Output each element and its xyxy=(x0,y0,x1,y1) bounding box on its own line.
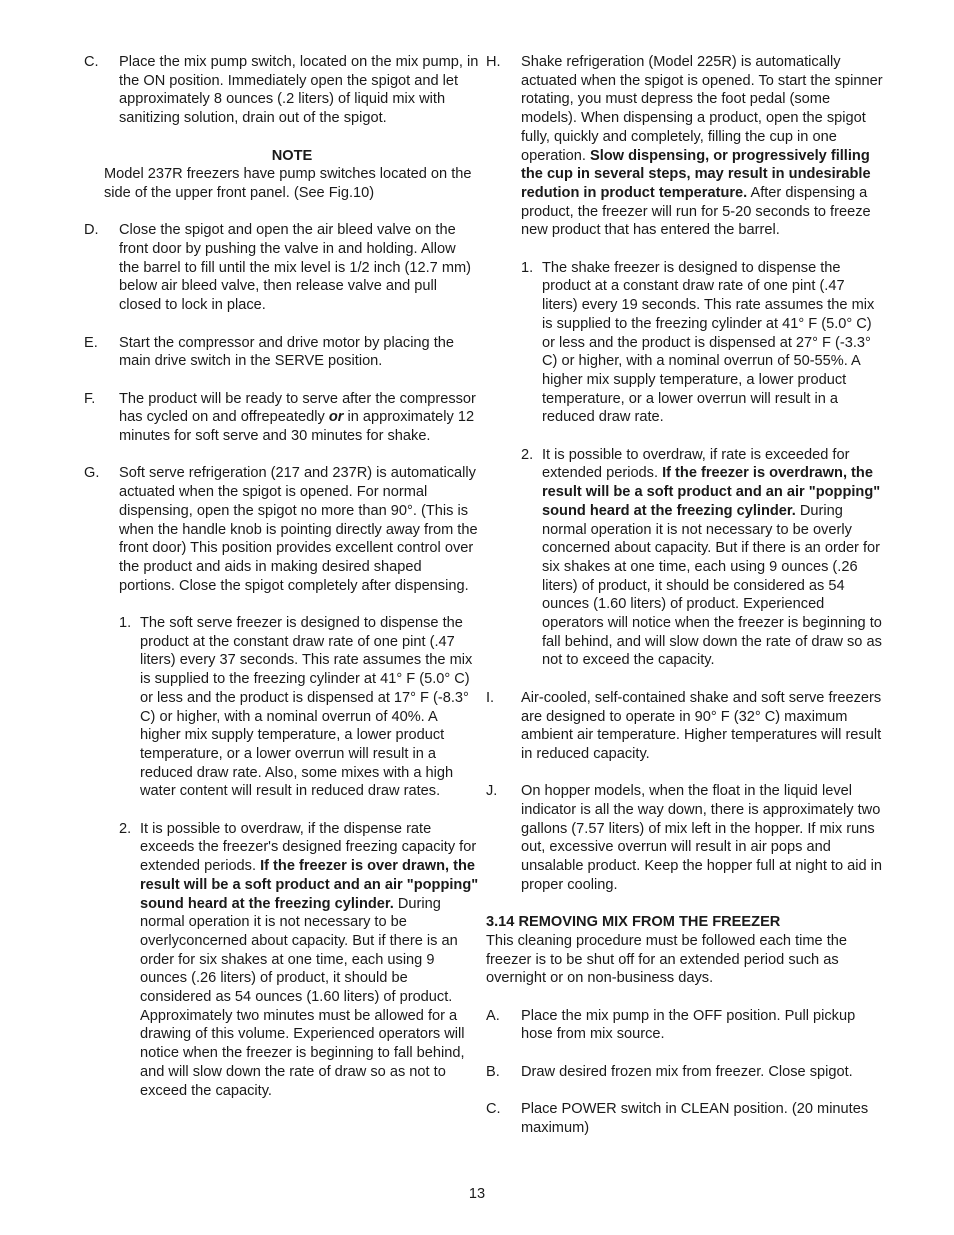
step-h-sub-2-num: 2. xyxy=(521,446,534,463)
step-g-text: Soft serve refrigeration (217 and 237R) is automatically actuated when the spigot is opened. For normal dispensing, open the spigot no more than 90°. (This is when the handle knob is pointing directly away from the front door) This position provides excellent control over the product and aids in making desired shaped portions. Close the spigot completely after dispensing. xyxy=(119,465,478,594)
step-h xyxy=(486,53,884,240)
step-g-sub-1-text: The soft serve freezer is designed to dispense the product at the constant draw rate of one pint (.47 liters) every 37 seconds. This rate assumes the mix is supplied to the freezing cylinder at 41° F (5.0° C) or less and the product is dispensed at 17° F (-8.3° C) or higher, with a nominal overrun of 40%. A higher mix supply temperature, a lower product temperature, or a lower overrun will result in a reduced draw rate. Also, some mixes with a high water content will result in reduced draw rates. xyxy=(140,615,473,800)
step-b xyxy=(486,1063,884,1082)
step-g xyxy=(84,464,480,595)
step-h-sub-1-num: 1. xyxy=(521,259,534,276)
step-g-sub-2 xyxy=(119,820,480,1101)
step-j-letter: J. xyxy=(486,783,498,800)
step-f-letter: F. xyxy=(84,390,96,407)
note-title: NOTE xyxy=(271,147,313,164)
step-g-sub-2-text-a: It is possible to overdraw, if the dispense rate exceeds the freezer's designed freezing capacity for extended periods. xyxy=(140,820,477,875)
step-c-clean-letter: C. xyxy=(486,1101,501,1118)
step-g-letter: G. xyxy=(84,465,100,482)
step-j xyxy=(486,782,884,894)
step-c xyxy=(84,53,480,128)
step-g-sub-1-num: 1. xyxy=(119,615,132,631)
page-number: 13 xyxy=(468,1186,486,1202)
section-heading: 3.14 REMOVING MIX FROM THE FREEZER xyxy=(486,914,781,931)
step-h-text-b: After dispensing a product, the freezer will run for 5-20 seconds to freeze new product that has entered the barrel. xyxy=(521,184,871,239)
step-i-letter: I. xyxy=(486,689,495,706)
step-b-letter: B. xyxy=(486,1063,500,1080)
step-h-text-a: Shake refrigeration (Model 225R) is automatically actuated when the spigot is opened. To start the spinner rotating, you must depress the foot pedal (some models). When dispensing a product, open the spigot fully, quickly and completely, filling the cup in one operation. xyxy=(521,54,883,164)
step-e-letter: E. xyxy=(84,334,98,351)
step-f-emphasis: or xyxy=(328,409,344,426)
step-c-clean-text: Place POWER switch in CLEAN position. (20 minutes maximum) xyxy=(521,1101,869,1136)
section-intro: This cleaning procedure must be followed each time the freezer is to be shut off for an extended period such as overnight or on non-business days. xyxy=(486,932,847,987)
step-h-sub-1-text: The shake freezer is designed to dispense the product at a constant draw rate of one pint (.47 liters) every 19 seconds. This rate assumes the mix is supplied to the freezing cylinder at 41° F (5.0° C) or less and the product is dispensed at 27° F (-3.3° C) or higher, with a nominal overrun of 50-55%. A higher mix supply temperature, a lower product temperature, or a lower overrun will result in a reduced draw rate. xyxy=(542,259,875,426)
left-column xyxy=(84,53,480,1100)
step-d-letter: D. xyxy=(84,222,99,239)
step-h-sub-2-text-b: During normal operation it is not necessary to be overly concerned about capacity. But if there is an order for six shakes at one time, each using 9 ounces (.26 liters) of product, it should be considered as 54 ounces (1.60 liters) of product. Experienced operators will notice when the freezer is beginning to fall behind, and will slow down the rate of draw so as not to exceed the capacity. xyxy=(542,502,882,669)
step-h-sub-2-bold: If the freezer is overdrawn, the result will be a soft product and an air "popping" sound heard at the freezing cylinder. xyxy=(542,465,881,519)
right-column xyxy=(486,53,884,1138)
step-d xyxy=(84,221,480,315)
note-block xyxy=(104,147,480,203)
step-g-sub-2-bold: If the freezer is over drawn, the result will be a soft product and an air "popping" sound heard at the freezing cylinder. xyxy=(140,858,479,912)
step-c-letter: C. xyxy=(84,54,99,70)
step-h-bold: Slow dispensing, or progressively filling the cup in several steps, may result in undesirable redution in product temperature. xyxy=(521,147,871,201)
step-g-sub-2-text xyxy=(140,820,480,1101)
step-h-sub-2-text xyxy=(542,446,884,670)
step-e-text: Start the compressor and drive motor by placing the main drive switch in the SERVE position. xyxy=(119,334,455,370)
step-g-sub-2-text-b: During normal operation it is not necessary to be overlyconcerned about capacity. But if there is an order for six shakes at one time, each using 9 ounces (.26 liters) of product, it should be considered as 54 ounces (1.60 liters) of product. Approximately two minutes must be allowed for a drawing of this volume. Experienced operators will notice when the freezer is beginning to fall behind, and will slow down the rate of draw so as not to exceed the capacity. xyxy=(140,895,465,1099)
step-g-sub-2-num: 2. xyxy=(119,820,132,837)
step-a-text: Place the mix pump in the OFF position. Pull pickup hose from mix source. xyxy=(521,1007,856,1043)
step-f xyxy=(84,390,480,446)
step-c-clean xyxy=(486,1100,884,1137)
step-j-text: On hopper models, when the float in the liquid level indicator is all the way down, there is approximately two gallons (7.57 liters) of mix left in the hopper. If mix runs out, excessive overrun will result in air pops and unsalable product. Keep the hopper full at night to aid in proper cooling. xyxy=(521,783,883,893)
step-h-sub-2-text-a: It is possible to overdraw, if rate is exceeded for extended periods. xyxy=(542,446,850,482)
step-f-text-b: in approximately 12 minutes for soft serve and 30 minutes for shake. xyxy=(119,409,475,444)
step-d-text: Close the spigot and open the air bleed valve on the front door by pushing the valve in and holding. Allow the barrel to fill until the mix level is 1/2 inch (12.7 mm) below air bleed valve, then release valve and pull closed to lock in place. xyxy=(119,222,472,314)
note-text: Model 237R freezers have pump switches located on the side of the upper front panel. (See Fig.10) xyxy=(104,166,472,201)
step-e xyxy=(84,334,480,371)
step-b-text: Draw desired frozen mix from freezer. Close spigot. xyxy=(521,1063,853,1080)
step-h-sub-1 xyxy=(521,259,884,427)
step-f-text xyxy=(119,390,480,446)
step-i xyxy=(486,689,884,764)
section-3-14 xyxy=(486,913,884,988)
step-h-sub-2 xyxy=(521,446,884,670)
step-h-letter: H. xyxy=(486,54,501,70)
step-h-text xyxy=(521,53,884,240)
step-f-text-a: The product will be ready to serve after the compressor has cycled on and offrepeatedly xyxy=(119,390,476,426)
step-a-letter: A. xyxy=(486,1007,500,1024)
step-a xyxy=(486,1007,884,1044)
step-i-text: Air-cooled, self-contained shake and soft serve freezers are designed to operate in 90° F (32° C) maximum ambient air temperature. Higher temperatures will result in reduced capacity. xyxy=(521,689,882,762)
step-c-text: Place the mix pump switch, located on the mix pump, in the ON position. Immediately open the spigot and let approximately 8 ounces (.2 liters) of liquid mix with sanitizing solution, drain out of the spigot. xyxy=(119,54,479,127)
step-g-sub-1 xyxy=(119,614,480,801)
